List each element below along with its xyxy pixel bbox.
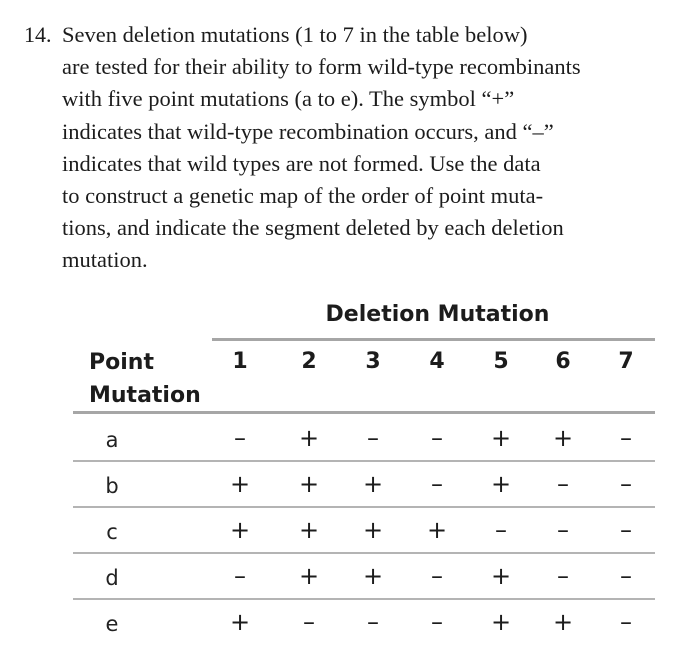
- column-header: 5: [493, 349, 509, 374]
- table-group-header: Deletion Mutation: [325, 302, 550, 327]
- table-cell: –: [431, 562, 443, 590]
- column-header: 7: [618, 349, 634, 374]
- problem-line: indicates that wild types are not formed. Use the data: [62, 150, 541, 176]
- table-cell: +: [490, 470, 512, 498]
- problem-line: are tested for their ability to form wild-type recombinants: [62, 54, 581, 80]
- table-cell: –: [234, 562, 246, 590]
- table-cell: –: [431, 424, 443, 452]
- table-cell: –: [303, 608, 315, 636]
- group-header-rule: [212, 338, 655, 341]
- column-header: 6: [555, 349, 571, 374]
- table-cell: +: [298, 424, 320, 452]
- column-header: 3: [365, 349, 381, 374]
- row-divider: [73, 598, 655, 600]
- table-cell: +: [229, 608, 251, 636]
- row-header-line: Mutation: [89, 383, 201, 408]
- row-header-label: [89, 346, 201, 412]
- table-cell: –: [431, 608, 443, 636]
- table-cell: +: [298, 470, 320, 498]
- row-name: c: [106, 520, 118, 544]
- problem-number: 14.: [24, 22, 52, 47]
- table-cell: +: [426, 516, 448, 544]
- table-cell: +: [362, 470, 384, 498]
- table-cell: +: [490, 424, 512, 452]
- table-cell: –: [620, 562, 632, 590]
- row-name: e: [105, 612, 119, 636]
- table-cell: –: [367, 424, 379, 452]
- column-header: 1: [232, 349, 248, 374]
- problem-line: Seven deletion mutations (1 to 7 in the table below): [62, 22, 528, 47]
- row-divider: [73, 460, 655, 462]
- table-cell: –: [620, 470, 632, 498]
- problem-line: indicates that wild-type recombination occurs, and “–”: [62, 118, 554, 144]
- table-cell: –: [367, 608, 379, 636]
- row-header-line: Point: [89, 350, 154, 375]
- row-divider: [73, 552, 655, 554]
- problem-line: mutation.: [62, 247, 148, 273]
- table-cell: +: [362, 562, 384, 590]
- table-cell: –: [431, 470, 443, 498]
- problem-line: to construct a genetic map of the order of point muta-: [62, 183, 544, 209]
- table-cell: +: [298, 562, 320, 590]
- table-cell: +: [298, 516, 320, 544]
- table-cell: +: [490, 562, 512, 590]
- table-cell: –: [234, 424, 246, 452]
- problem-line: tions, and indicate the segment deleted by each deletion: [62, 215, 564, 241]
- table-cell: –: [620, 516, 632, 544]
- table-cell: –: [557, 470, 569, 498]
- table-cell: +: [229, 516, 251, 544]
- row-name: b: [105, 474, 119, 498]
- table-cell: –: [557, 562, 569, 590]
- column-header: 2: [301, 349, 317, 374]
- table-cell: –: [620, 424, 632, 452]
- table-cell: –: [557, 516, 569, 544]
- table-cell: –: [495, 516, 507, 544]
- table-cell: +: [552, 424, 574, 452]
- table-cell: +: [362, 516, 384, 544]
- table-cell: +: [552, 608, 574, 636]
- row-name: a: [105, 428, 119, 452]
- table-cell: +: [229, 470, 251, 498]
- row-divider: [73, 506, 655, 508]
- problem-line: with five point mutations (a to e). The symbol “+”: [62, 86, 515, 112]
- header-rule: [73, 411, 655, 414]
- column-header: 4: [429, 349, 445, 374]
- table-cell: +: [490, 608, 512, 636]
- row-name: d: [105, 566, 119, 590]
- table-cell: –: [620, 608, 632, 636]
